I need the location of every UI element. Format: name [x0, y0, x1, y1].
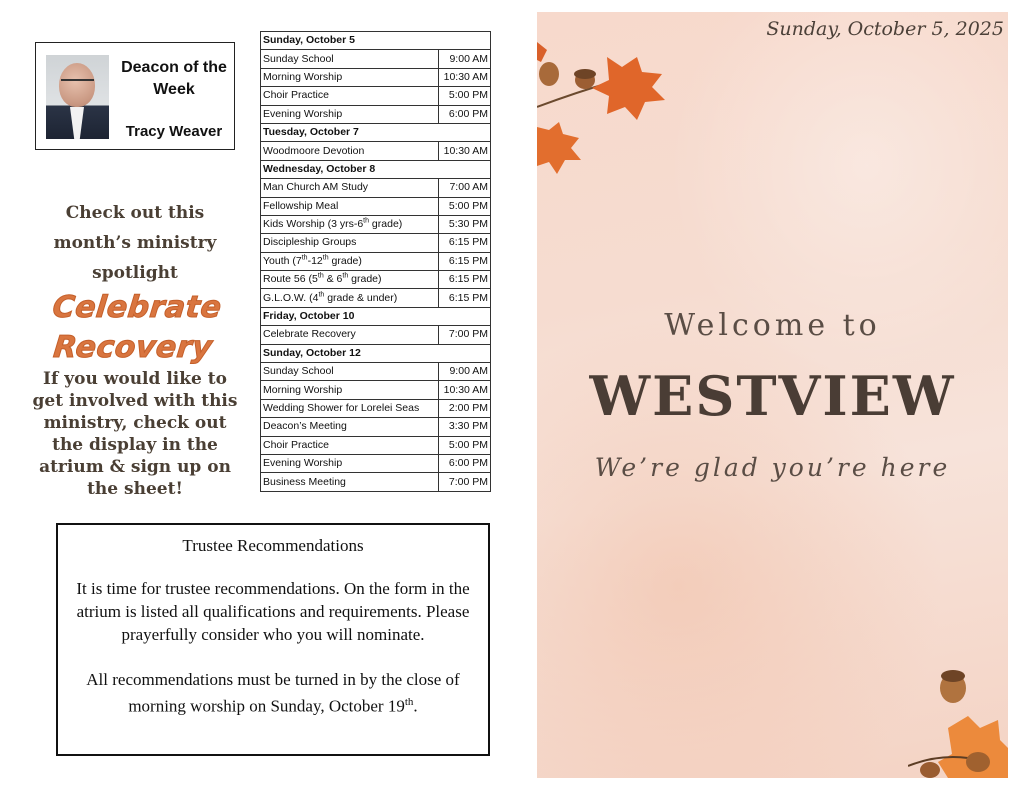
- weekly-schedule-table: [260, 31, 491, 492]
- schedule-event-name: Deacon’s Meeting: [261, 418, 439, 436]
- schedule-event-time: 6:15 PM: [439, 289, 491, 307]
- schedule-event-row: [261, 326, 491, 344]
- schedule-day-label: Sunday, October 5: [261, 32, 491, 50]
- autumn-leaves-bottom-right: [908, 658, 1008, 778]
- schedule-event-row: [261, 436, 491, 454]
- schedule-event-row: [261, 197, 491, 215]
- schedule-event-time: 7:00 PM: [439, 326, 491, 344]
- schedule-event-time: 2:00 PM: [439, 399, 491, 417]
- trustee-title: Trustee Recommendations: [182, 536, 364, 555]
- trustee-paragraph-2: All recommendations must be turned in by the close of morning worship on Sunday, October 19th.: [86, 670, 460, 716]
- schedule-day-row: [261, 123, 491, 141]
- welcome-text: Welcome to: [664, 308, 881, 343]
- schedule-event-row: [261, 68, 491, 86]
- schedule-event-name: Evening Worship: [261, 105, 439, 123]
- schedule-event-time: 7:00 PM: [439, 473, 491, 491]
- schedule-event-name: Man Church AM Study: [261, 179, 439, 197]
- schedule-event-name: Woodmoore Devotion: [261, 142, 439, 160]
- trustee-recommendations-box: [56, 523, 490, 756]
- schedule-event-name: Choir Practice: [261, 436, 439, 454]
- schedule-event-name: Kids Worship (3 yrs-6th grade): [261, 215, 439, 233]
- schedule-event-name: Morning Worship: [261, 68, 439, 86]
- schedule-event-time: 3:30 PM: [439, 418, 491, 436]
- spotlight-intro: Check out this month’s ministry spotlight: [53, 203, 217, 283]
- schedule-event-row: [261, 252, 491, 270]
- schedule-event-time: 7:00 AM: [439, 179, 491, 197]
- schedule-day-label: Sunday, October 12: [261, 344, 491, 362]
- schedule-day-row: [261, 307, 491, 325]
- schedule-event-name: Discipleship Groups: [261, 234, 439, 252]
- schedule-event-name: Wedding Shower for Lorelei Seas: [261, 399, 439, 417]
- deacon-photo: [46, 55, 109, 139]
- schedule-event-row: [261, 418, 491, 436]
- schedule-event-time: 9:00 AM: [439, 363, 491, 381]
- spotlight-body: If you would like to get involved with this ministry, check out the display in the atrium & sign up on the sheet!: [32, 369, 238, 499]
- schedule-event-name: Sunday School: [261, 50, 439, 68]
- schedule-event-row: [261, 289, 491, 307]
- schedule-day-label: Tuesday, October 7: [261, 123, 491, 141]
- schedule-event-row: [261, 399, 491, 417]
- schedule-event-time: 10:30 AM: [439, 381, 491, 399]
- schedule-event-row: [261, 234, 491, 252]
- schedule-event-name: Choir Practice: [261, 87, 439, 105]
- schedule-event-name: Fellowship Meal: [261, 197, 439, 215]
- schedule-event-time: 10:30 AM: [439, 142, 491, 160]
- schedule-event-name: Morning Worship: [261, 381, 439, 399]
- schedule-event-time: 9:00 AM: [439, 50, 491, 68]
- bulletin-cover: [537, 12, 1008, 778]
- schedule-event-time: 5:30 PM: [439, 215, 491, 233]
- schedule-event-time: 6:00 PM: [439, 105, 491, 123]
- schedule-event-row: [261, 381, 491, 399]
- schedule-event-row: [261, 105, 491, 123]
- ministry-spotlight: [30, 198, 240, 500]
- schedule-event-row: [261, 271, 491, 289]
- deacon-name: Tracy Weaver: [125, 123, 223, 140]
- schedule-event-row: [261, 87, 491, 105]
- schedule-event-time: 5:00 PM: [439, 87, 491, 105]
- schedule-event-name: Youth (7th-12th grade): [261, 252, 439, 270]
- schedule-event-time: 10:30 AM: [439, 68, 491, 86]
- autumn-leaves-top-left: [537, 22, 687, 182]
- church-name: WESTVIEW: [589, 364, 956, 428]
- cover-tagline: We’re glad you’re here: [594, 453, 951, 482]
- schedule-day-label: Friday, October 10: [261, 307, 491, 325]
- schedule-day-row: [261, 344, 491, 362]
- schedule-event-time: 6:00 PM: [439, 454, 491, 472]
- schedule-event-row: [261, 363, 491, 381]
- schedule-day-row: [261, 160, 491, 178]
- schedule-event-row: [261, 50, 491, 68]
- trustee-paragraph-1: It is time for trustee recommendations. On the form in the atrium is listed all qualifications and requirements. Please prayerfully consider who you will nominate.: [76, 579, 470, 644]
- schedule-event-time: 5:00 PM: [439, 197, 491, 215]
- schedule-event-name: Route 56 (5th & 6th grade): [261, 271, 439, 289]
- deacon-of-week-box: [35, 42, 235, 150]
- schedule-event-row: [261, 142, 491, 160]
- schedule-event-name: G.L.O.W. (4th grade & under): [261, 289, 439, 307]
- schedule-event-name: Sunday School: [261, 363, 439, 381]
- schedule-event-row: [261, 473, 491, 491]
- schedule-event-name: Business Meeting: [261, 473, 439, 491]
- schedule-event-time: 5:00 PM: [439, 436, 491, 454]
- deacon-heading: Deacon of the Week: [121, 59, 227, 98]
- schedule-event-name: Evening Worship: [261, 454, 439, 472]
- schedule-event-time: 6:15 PM: [439, 271, 491, 289]
- bulletin-date: Sunday, October 5, 2025: [766, 18, 1004, 40]
- schedule-event-time: 6:15 PM: [439, 252, 491, 270]
- schedule-event-row: [261, 454, 491, 472]
- spotlight-ministry-name: Celebrate Recovery: [50, 290, 224, 365]
- schedule-event-time: 6:15 PM: [439, 234, 491, 252]
- schedule-event-row: [261, 215, 491, 233]
- schedule-event-name: Celebrate Recovery: [261, 326, 439, 344]
- schedule-day-row: [261, 32, 491, 50]
- schedule-event-row: [261, 179, 491, 197]
- schedule-day-label: Wednesday, October 8: [261, 160, 491, 178]
